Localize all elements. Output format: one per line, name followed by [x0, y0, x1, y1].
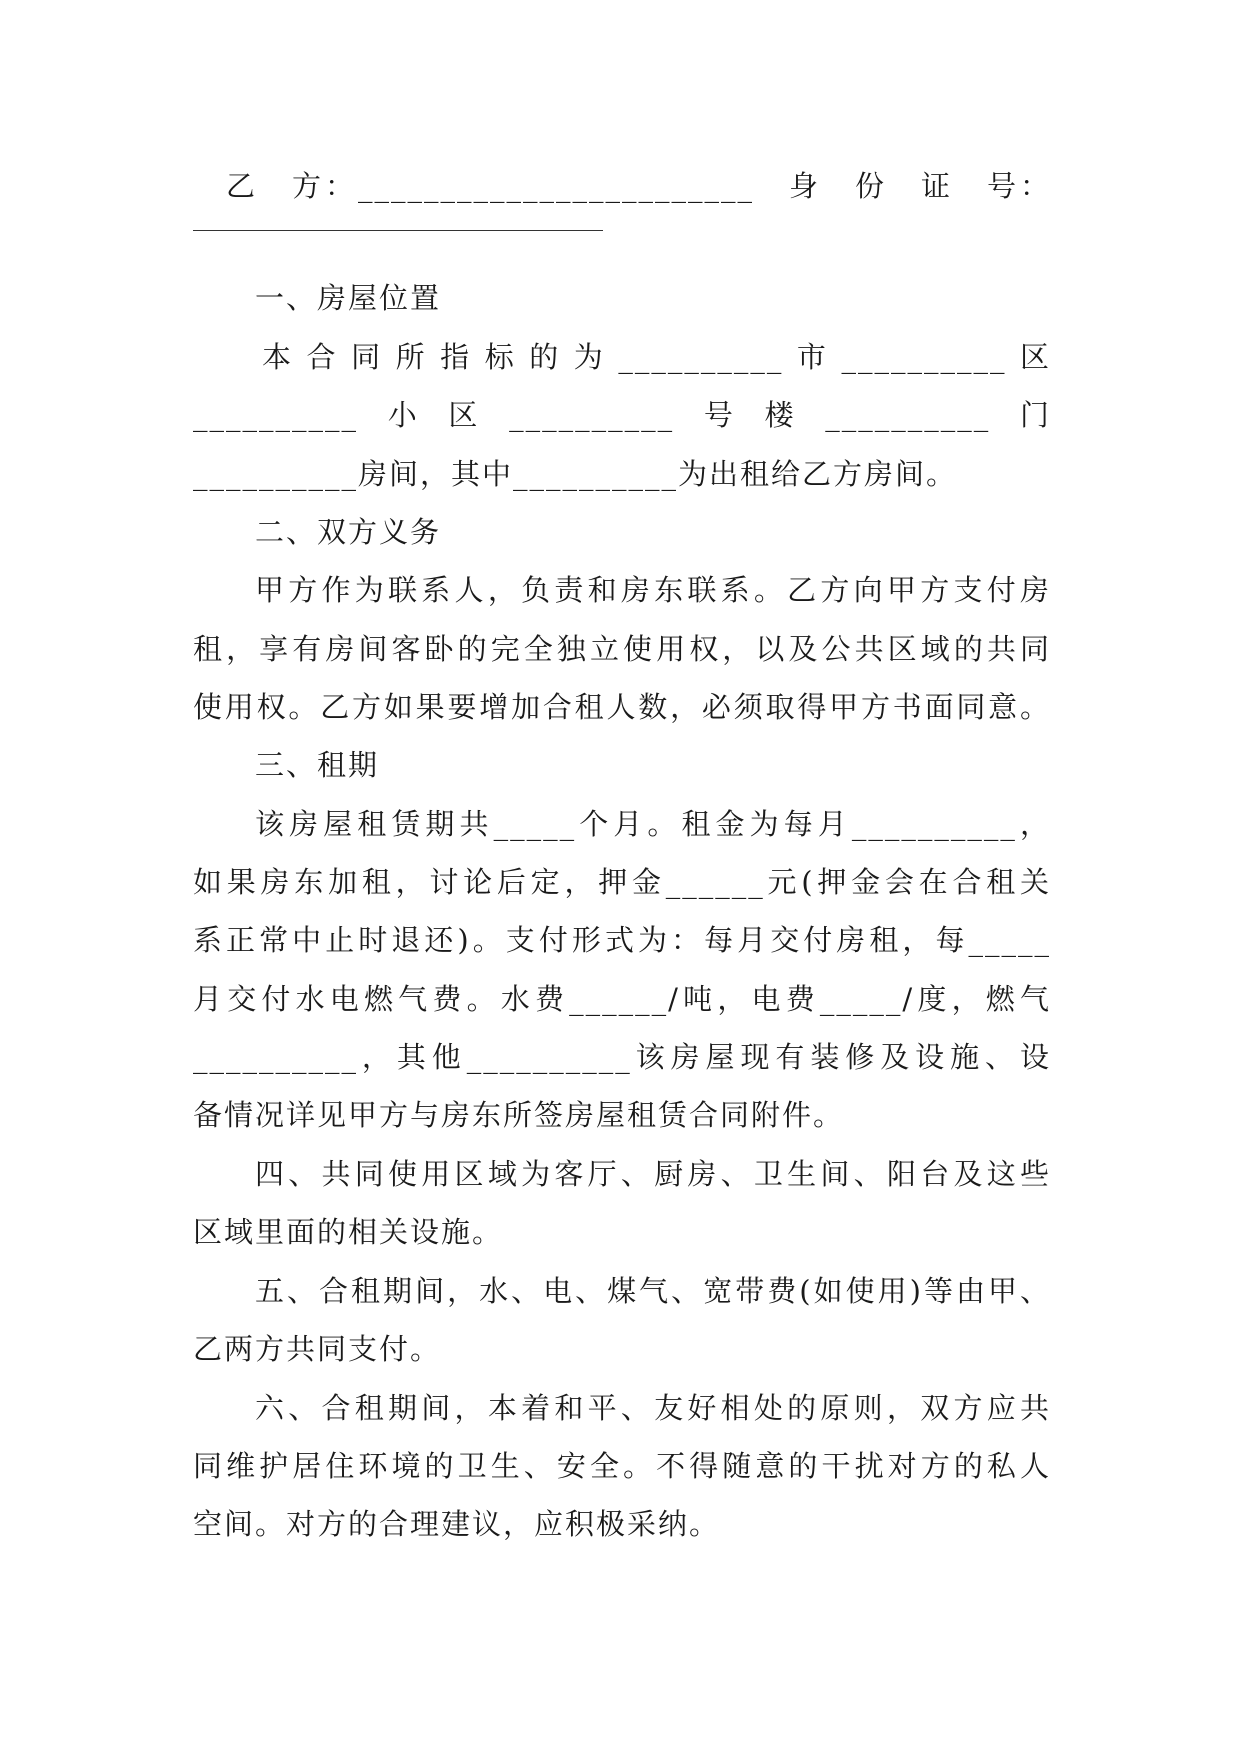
term-line-6: 备情况详见甲方与房东所签房屋租赁合同附件。 — [193, 1098, 845, 1132]
section-6-line-2: 同维护居住环境的卫生、安全。不得随意的干扰对方的私人 — [193, 1449, 1051, 1483]
id-number-blank — [193, 230, 603, 231]
location-line-1: 本合同所指标的为__________市__________区 — [262, 340, 1051, 374]
term-line-1: 该房屋租赁期共_____个月。租金为每月__________， — [255, 807, 1051, 841]
section-6-line-3: 空间。对方的合理建议，应积极采纳。 — [193, 1507, 721, 1541]
section-5-line-1: 五、合租期间，水、电、煤气、宽带费(如使用)等由甲、 — [255, 1274, 1051, 1308]
section-2-heading: 二、双方义务 — [255, 515, 442, 549]
party-b-id-line: 乙 方：________________________ 身 份 证 号： — [193, 169, 1051, 203]
term-line-3: 系正常中止时退还)。支付形式为：每月交付房租，每_____ — [193, 923, 1051, 957]
section-1-heading: 一、房屋位置 — [255, 281, 442, 315]
duties-line-3: 使用权。乙方如果要增加合租人数，必须取得甲方书面同意。 — [193, 690, 1051, 724]
term-line-5: __________，其他__________该房屋现有装修及设施、设 — [193, 1040, 1051, 1074]
duties-line-1: 甲方作为联系人，负责和房东联系。乙方向甲方支付房 — [255, 573, 1051, 607]
section-4-line-2: 区域里面的相关设施。 — [193, 1215, 504, 1249]
term-line-2: 如果房东加租，讨论后定，押金______元(押金会在合租关 — [193, 865, 1051, 899]
section-4-line-1: 四、共同使用区域为客厅、厨房、卫生间、阳台及这些 — [255, 1157, 1051, 1191]
section-3-heading: 三、租期 — [255, 748, 380, 782]
duties-line-2: 租，享有房间客卧的完全独立使用权，以及公共区域的共同 — [193, 632, 1051, 666]
section-5-line-2: 乙两方共同支付。 — [193, 1332, 442, 1366]
location-line-3: __________房间，其中__________为出租给乙方房间。 — [193, 457, 958, 491]
location-line-2: __________小区__________号楼__________门 — [193, 398, 1051, 432]
term-line-4: 月交付水电燃气费。水费______/吨，电费_____/度，燃气 — [193, 982, 1051, 1016]
section-6-line-1: 六、合租期间，本着和平、友好相处的原则，双方应共 — [255, 1391, 1051, 1425]
